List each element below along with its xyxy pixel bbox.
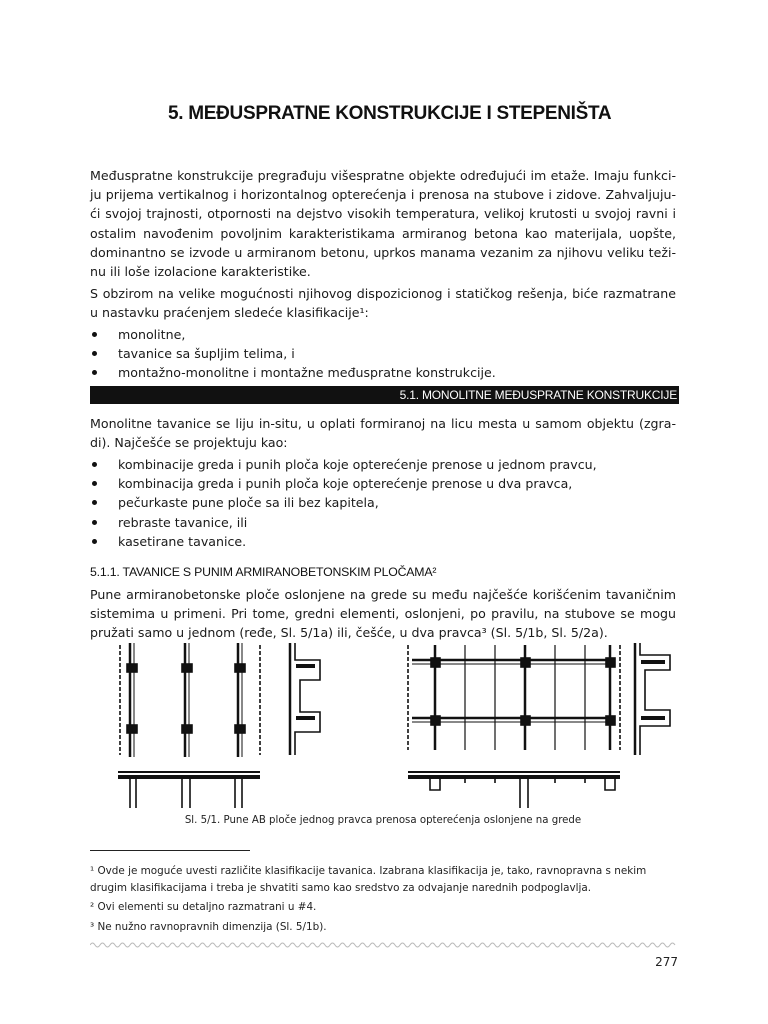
section-paragraph: Monolitne tavanice se liju in-situ, u oplati formiranoj na licu mesta u samom objektu (zgra-di). Najčešće se projektuju kao: (90, 416, 676, 451)
intro-paragraph-2: S obzirom na velike mogućnosti njihovog dispozicionog i statičkog rešenja, biće razmatrane u nastavku praćenjem sledeće klasifikacije¹: (90, 286, 676, 321)
subsection-heading: 5.1.1. TAVANICE S PUNIM ARMIRANOBETONSKIM PLOČAMA² (90, 565, 437, 579)
plan-two-way (408, 645, 620, 750)
figure-caption: Sl. 5/1. Pune AB ploče jednog pravca prenosa opterećenja oslonjene na grede (184, 815, 582, 826)
plan-one-way (120, 643, 260, 757)
intro-paragraph-1: Međuspratne konstrukcije pregrađuju višespratne objekte određujući im etaže. Imaju funkci-ju prijema vertikalnog i horizontalnog opterećenja i prenosa na stubove i zidove. Zahvaljuju-ći svojoj trajnosti, otpornosti na dejstvo visokih temperatura, velikoj krutosti u svojoj ravni i ostalim navođenim povoljnim karakteristikama armiranog betona kao materijala, uopšte, dominantno se izvode u armiranom betonu, uprkos manama vezanim za njihovu veliku teži-nu ili loše izolacione karakteristike. (90, 168, 676, 280)
list-item: kombinacija greda i punih ploča koje opterećenje prenose u dva pravca, (90, 474, 680, 493)
footnote-divider (90, 850, 250, 851)
section-two-way-bottom (408, 772, 620, 808)
page-number: 277 (655, 955, 678, 969)
section-one-way-bottom (118, 772, 260, 808)
classification-list (90, 325, 680, 383)
list-item: kasetirane tavanice. (90, 532, 680, 551)
section-one-way-side (290, 643, 320, 755)
slab-beam-drawings (110, 640, 690, 810)
section-two-way-side (635, 643, 670, 755)
chapter-title: 5. MEĐUSPRATNE KONSTRUKCIJE I STEPENIŠTA (168, 103, 612, 124)
list-item: kombinacije greda i punih ploča koje opterećenje prenose u jednom pravcu, (90, 455, 680, 474)
list-item: monolitne, (90, 325, 680, 344)
subsection-paragraph: Pune armiranobetonske ploče oslonjene na grede su među najčešće korišćenim tavaničnim sistemima u primeni. Pri tome, gredni elementi, oslonjeni, po pravilu, na stubove se mogu pružati samo u jednom (ređe, Sl. 5/1a) ili, češće, u dva pravca³ (Sl. 5/1b, Sl. 5/2a). (90, 587, 676, 641)
footnote-3: ³ Ne nužno ravnopravnih dimenzija (Sl. 5/1b). (90, 921, 327, 933)
list-item: rebraste tavanice, ili (90, 513, 680, 532)
footnote-1: ¹ Ovde je moguće uvesti različite klasifikacije tavanica. Izabrana klasifikacija je, tako, ravnopravna s nekim drugim klasifikacijama i treba je shvatiti samo kao sredstvo za odvajanje narednih podpoglavlja. (90, 865, 647, 894)
list-item: tavanice sa šupljim telima, i (90, 344, 680, 363)
page-ornament-divider (90, 941, 679, 949)
footnote-2: ² Ovi elementi su detaljno razmatrani u #4. (90, 901, 317, 913)
list-item: pečurkaste pune ploče sa ili bez kapitela, (90, 493, 680, 512)
monolithic-types-list (90, 455, 680, 551)
section-heading: 5.1. MONOLITNE MEĐUSPRATNE KONSTRUKCIJE (90, 386, 679, 404)
list-item: montažno-monolitne i montažne međuspratne konstrukcije. (90, 363, 680, 382)
